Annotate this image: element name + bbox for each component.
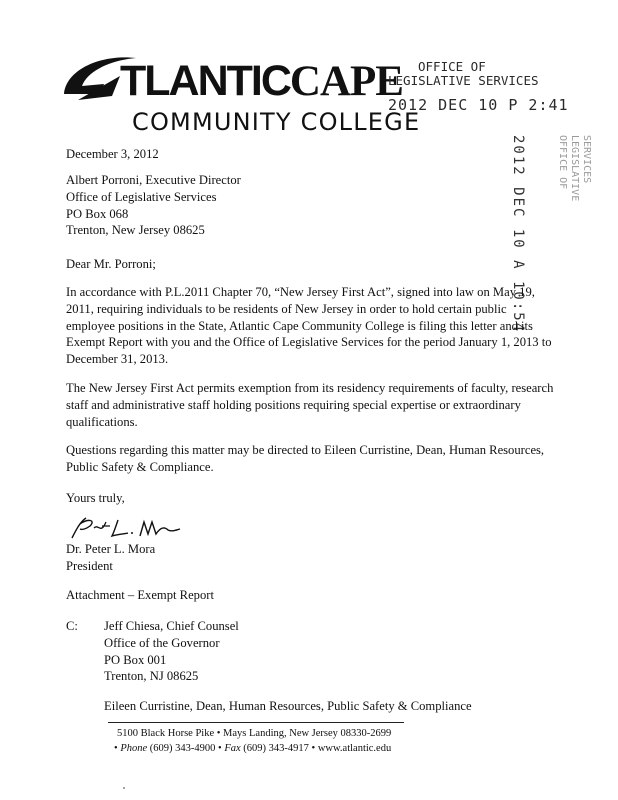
salutation: Dear Mr. Porroni; — [66, 257, 156, 271]
closing: Yours truly, — [66, 491, 125, 505]
logo-name-atlantic: TLANTIC — [120, 57, 290, 105]
logo-name-cape: CAPE — [289, 58, 403, 105]
cc-line: Trenton, NJ 08625 — [104, 669, 199, 684]
recipient-line: Trenton, New Jersey 08625 — [66, 223, 205, 238]
vertical-stamp-date: 2012 DEC 10 A 10:54 — [510, 135, 526, 334]
footer-address: 5100 Black Horse Pike • Mays Landing, New Jersey 08330-2699 — [117, 728, 392, 739]
received-stamp-line2: LEGISLATIVE SERVICES — [388, 73, 539, 88]
logo-wordmark — [120, 57, 403, 105]
footer-fax-label: Fax — [224, 743, 241, 754]
paragraph-line: December 31, 2013. — [66, 352, 169, 367]
college-logo — [60, 44, 421, 140]
footer-fax: (609) 343-4917 — [243, 743, 309, 754]
cc-line: PO Box 001 — [104, 652, 167, 667]
cc-line: Jeff Chiesa, Chief Counsel — [104, 619, 239, 633]
paragraph-line: Questions regarding this matter may be directed to Eileen Curristine, Dean, Human Resources, — [66, 443, 545, 457]
recipient-line: Albert Porroni, Executive Director — [66, 173, 241, 187]
footer-divider — [108, 722, 404, 723]
footer-contact: • Phone (609) 343-4900 • Fax (609) 343-4917 • www.atlantic.edu — [114, 743, 392, 754]
vertical-stamp-faint-3: SERVICES — [581, 135, 592, 184]
footer-phone-label: Phone — [120, 743, 148, 754]
letter-date: December 3, 2012 — [66, 147, 159, 161]
vertical-stamp-faint-1: OFFICE OF — [557, 135, 568, 190]
paragraph-3 — [66, 442, 556, 476]
paragraph-line: In accordance with P.L.2011 Chapter 70, “New Jersey First Act”, signed into law on May 19, — [66, 285, 535, 299]
recipient-line: PO Box 068 — [66, 206, 129, 221]
attachment-note: Attachment – Exempt Report — [66, 588, 214, 602]
paragraph-line: staff and administrative staff holding positions requiring special expertise or extraordinary — [66, 397, 521, 412]
footer-website: www.atlantic.edu — [317, 743, 392, 754]
cc-line: Office of the Governor — [104, 635, 220, 650]
paragraph-line: employee positions in the State, Atlantic Cape Community College is filing this letter and its — [66, 318, 533, 333]
cc-label: C: — [66, 619, 78, 633]
cc-second: Eileen Curristine, Dean, Human Resources, Public Safety & Compliance — [104, 699, 472, 713]
paragraph-line: The New Jersey First Act permits exemption from its residency requirements of faculty, research — [66, 381, 554, 395]
cc-block — [104, 618, 594, 685]
scan-speck — [123, 787, 125, 789]
signer-title: President — [66, 558, 113, 573]
received-stamp-line1: OFFICE OF — [418, 59, 486, 74]
paragraph-1 — [66, 284, 556, 368]
paragraph-line: 2011, requiring individuals to be residents of New Jersey in order to hold certain public — [66, 301, 507, 316]
signer-block — [66, 541, 556, 575]
recipient-address — [66, 172, 556, 239]
paragraph-line: Public Safety & Compliance. — [66, 459, 214, 474]
recipient-line: Office of Legislative Services — [66, 189, 217, 204]
vertical-stamp-faint-2: LEGISLATIVE — [569, 135, 580, 202]
received-stamp-date: 2012 DEC 10 P 2:41 — [388, 96, 569, 114]
handwritten-signature — [66, 514, 186, 542]
paragraph-2 — [66, 380, 556, 430]
logo-subtitle: COMMUNITY COLLEGE — [132, 108, 421, 136]
footer-phone: (609) 343-4900 — [149, 743, 216, 754]
paragraph-line: qualifications. — [66, 414, 138, 429]
signer-name: Dr. Peter L. Mora — [66, 542, 156, 556]
paragraph-line: Exempt Report with you and the Office of Legislative Services for the period January 1, 2013 to — [66, 335, 552, 350]
